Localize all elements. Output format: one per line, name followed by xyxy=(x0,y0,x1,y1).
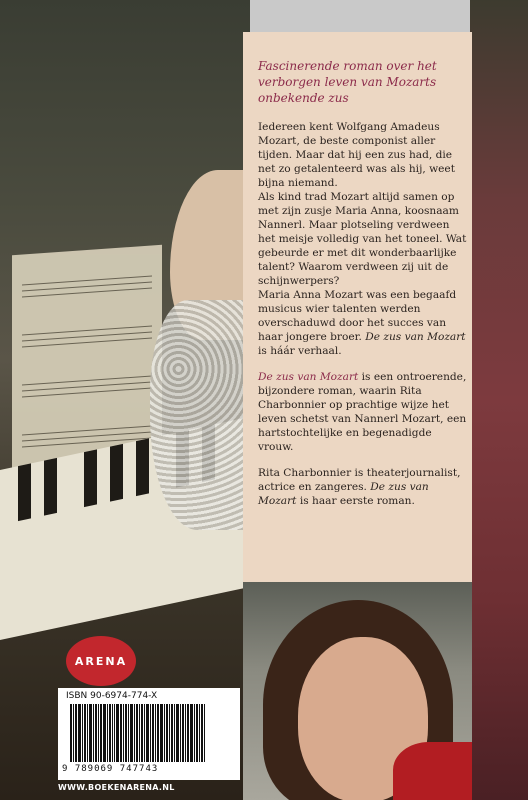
ean-number: 9 789069 747743 xyxy=(62,764,159,774)
blurb-paragraph-4: De zus van Mozart is een ontroerende, bijzondere roman, waarin Rita Charbonnier op prachtige wijze het leven schetst van Nannerl Mozart, een hartstochtelijke en begenadigde vrouw. xyxy=(258,371,467,453)
publisher-url: WWW.BOEKENARENA.NL xyxy=(58,783,175,792)
blurb-text xyxy=(258,58,470,508)
lace-collar xyxy=(150,300,245,530)
blurb-paragraph-3: Maria Anna Mozart was een begaafd musicus wier talenten werden overschaduwd door het succes van haar jongere broer. De zus van Mozart is háár verhaal. xyxy=(258,289,466,357)
author-shirt xyxy=(393,742,472,800)
blurb-lede: Fascinerende roman over het verborgen leven van Mozarts onbekende zus xyxy=(258,59,437,105)
author-bio: Rita Charbonnier is theaterjournalist, actrice en zangeres. De zus van Mozart is haar eerste roman. xyxy=(258,467,461,507)
barcode-bars xyxy=(70,704,230,762)
author-photo xyxy=(243,582,472,800)
arena-logo: ARENA xyxy=(66,636,136,686)
barcode-panel xyxy=(58,688,240,780)
blurb-paragraph-1: Iedereen kent Wolfgang Amadeus Mozart, de beste componist aller tijden. Maar dat hij een zus had, die net zo getalenteerd was als hij, weet bijna niemand. xyxy=(258,121,455,189)
painting-dress-edge xyxy=(470,0,528,800)
isbn-label: ISBN 90-6974-774-X xyxy=(66,691,158,701)
blurb-paragraph-2: Als kind trad Mozart altijd samen op met zijn zusje Maria Anna, koosnaam Nannerl. Maar plotseling verdween het meisje volledig van het toneel. Wat gebeurde er met dit wonderbaarlijke talent? Waarom verdween zij uit de schijnwerpers? xyxy=(258,191,467,287)
